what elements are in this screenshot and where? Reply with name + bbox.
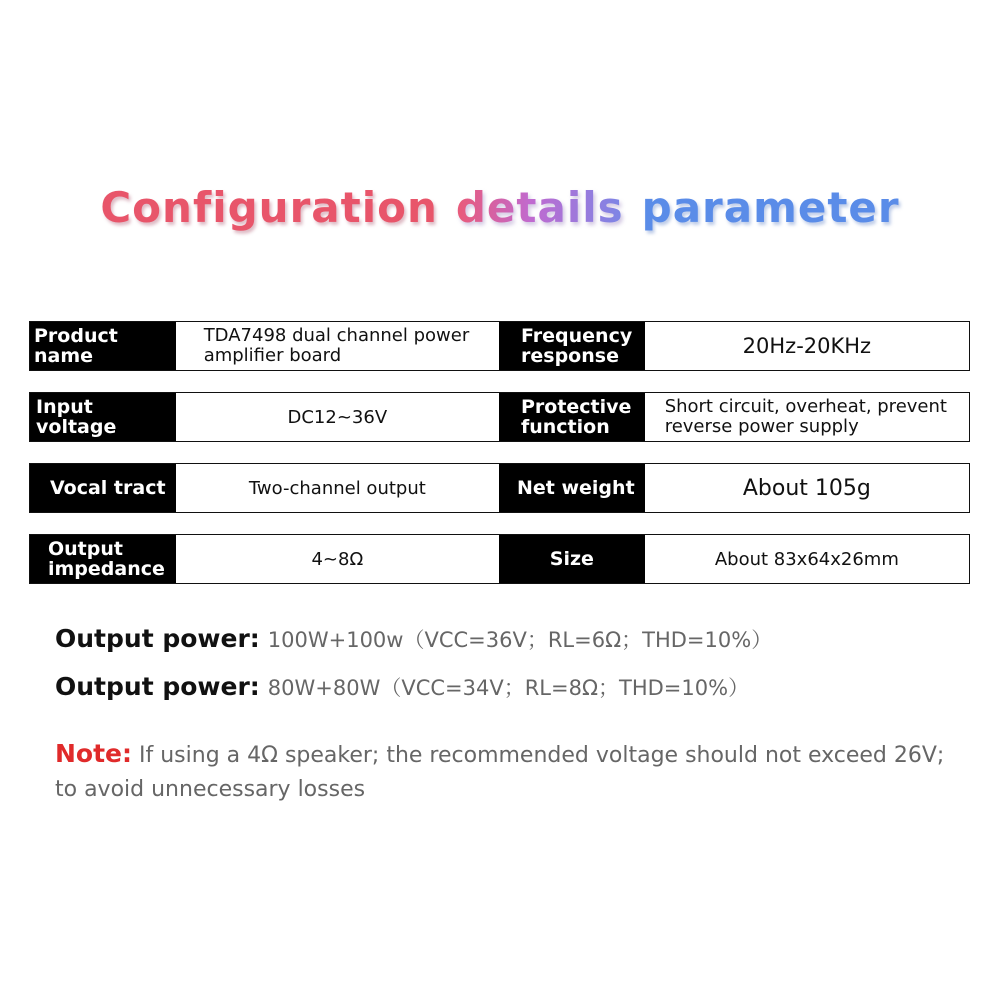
spec-row <box>29 463 970 513</box>
spec-value: About 105g <box>742 475 871 501</box>
output-power-label: Output power: <box>55 672 260 701</box>
spec-label: Input voltage <box>30 393 176 441</box>
output-power-line <box>55 624 772 654</box>
spec-row <box>29 321 970 371</box>
spec-row <box>29 392 970 442</box>
spec-value: 4~8Ω <box>311 548 364 570</box>
spec-row <box>29 534 970 584</box>
spec-value: About 83x64x26mm <box>714 548 899 570</box>
spec-label: Output impedance <box>30 535 176 583</box>
spec-value: Two-channel output <box>248 477 426 499</box>
spec-value: 20Hz-20KHz <box>742 334 872 358</box>
spec-value: Short circuit, overheat, prevent reverse power supply <box>664 396 947 437</box>
title-part-configuration: Configuration <box>100 183 438 232</box>
output-power-value: 80W+80W（VCC=34V；RL=8Ω；THD=10%） <box>267 676 750 700</box>
output-power-label: Output power: <box>55 624 260 653</box>
output-power-line <box>55 672 749 702</box>
spec-value: TDA7498 dual channel power amplifier board <box>203 325 470 366</box>
spec-value: DC12~36V <box>287 406 388 428</box>
title-part-parameter: parameter <box>641 183 900 232</box>
page-title <box>0 183 1000 232</box>
spec-label: Vocal tract <box>30 464 176 512</box>
spec-label: Product name <box>30 322 176 370</box>
note-paragraph <box>55 737 955 807</box>
note-text: If using a 4Ω speaker; the recommended voltage should not exceed 26V; to avoid unnecessary losses <box>55 743 945 802</box>
spec-label: Size <box>499 535 645 583</box>
spec-label: Frequency response <box>499 322 645 370</box>
title-part-details: details <box>455 183 624 232</box>
spec-label: Protective function <box>499 393 645 441</box>
spec-label: Net weight <box>499 464 645 512</box>
output-power-value: 100W+100w（VCC=36V；RL=6Ω；THD=10%） <box>267 628 773 652</box>
note-label: Note: <box>55 739 133 768</box>
